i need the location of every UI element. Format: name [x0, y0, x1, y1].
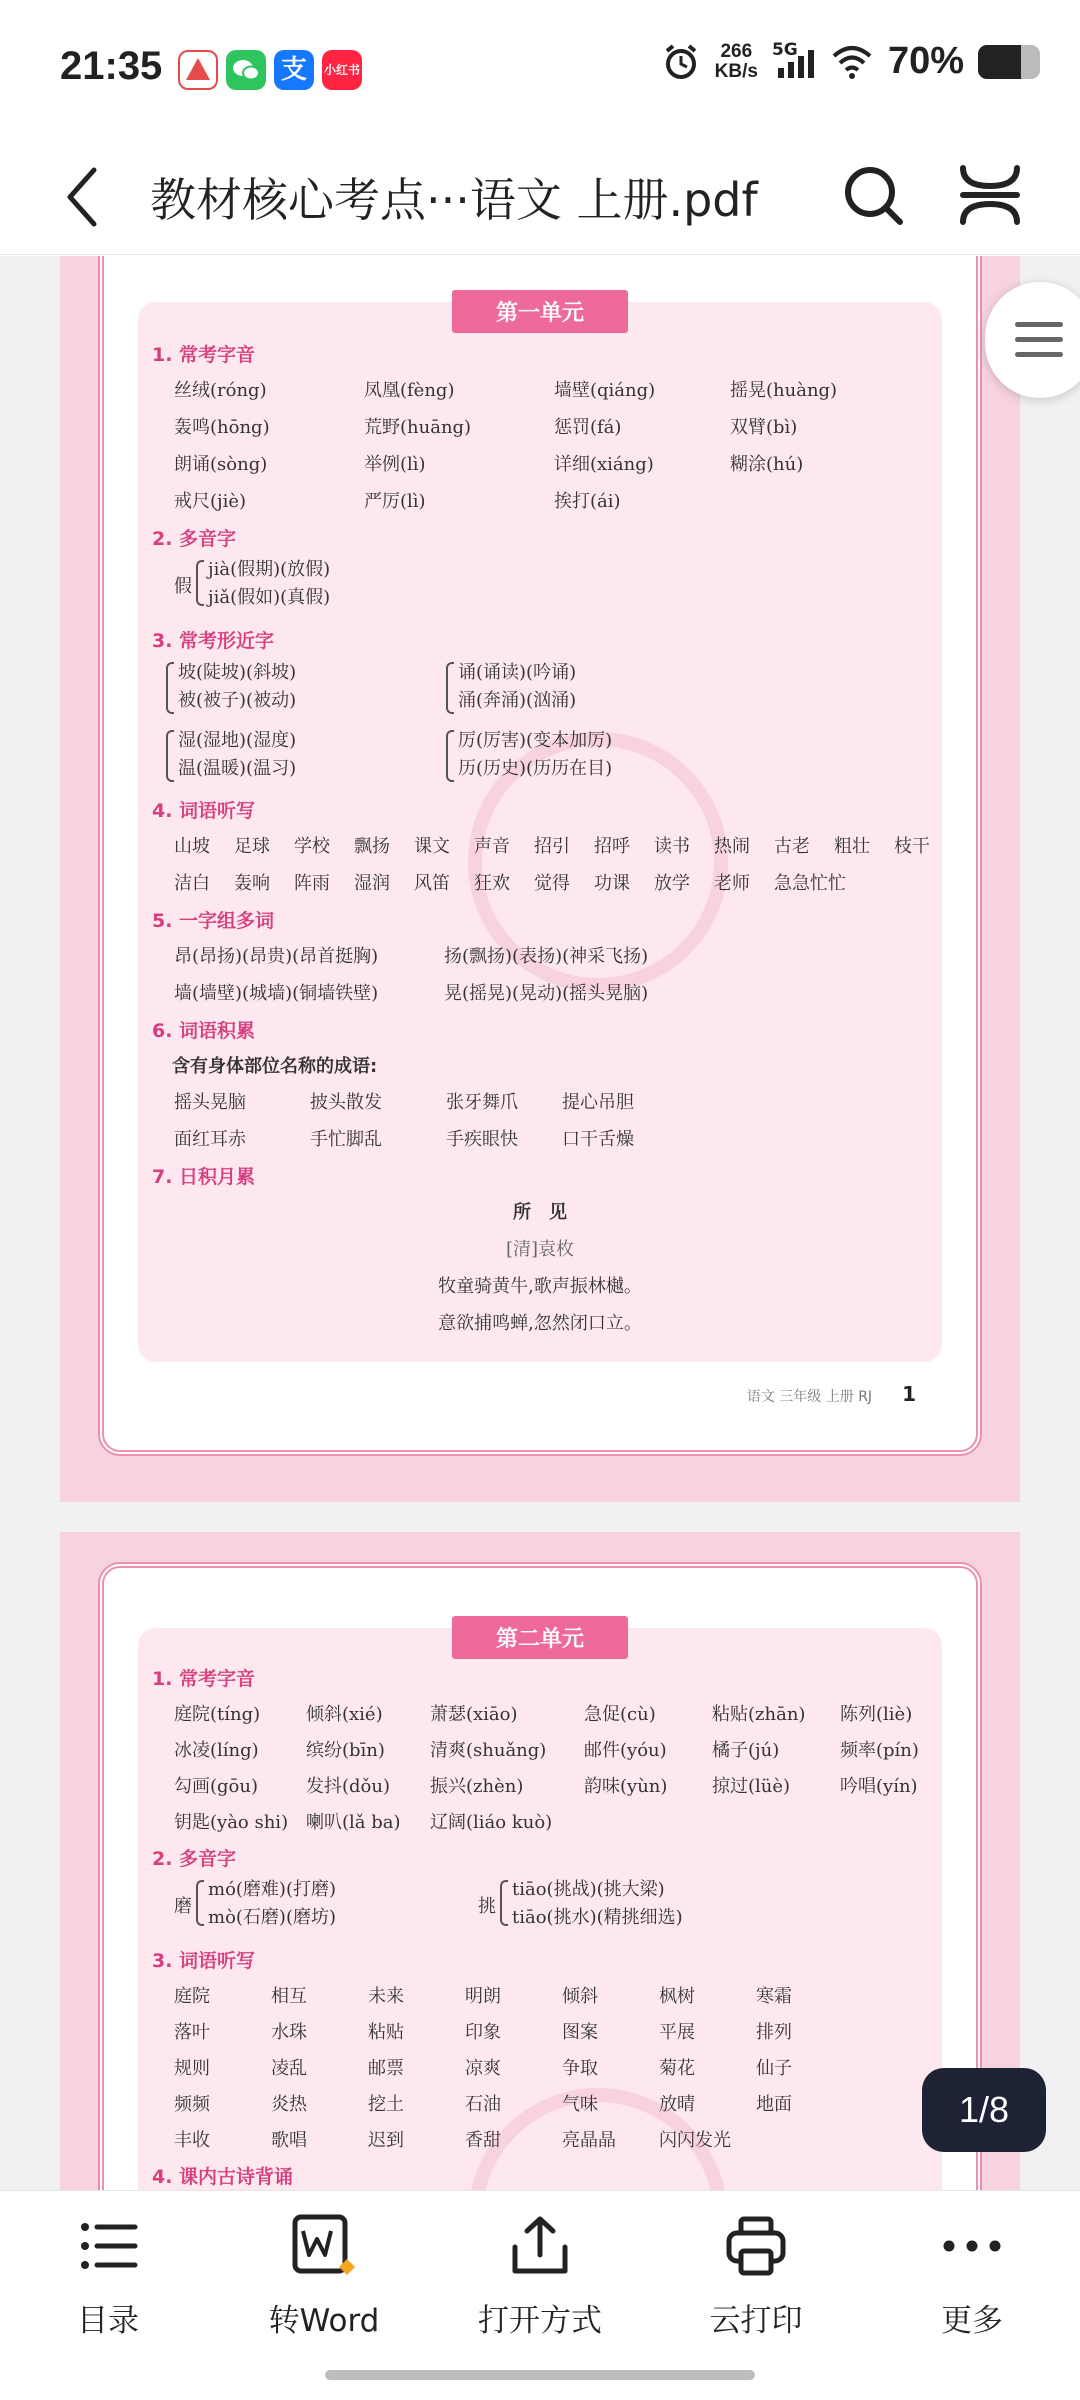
- section-heading: 1. 常考字音: [152, 344, 256, 366]
- similar-char-item: 诵(诵读)(吟诵): [458, 662, 577, 683]
- idiom: 披头散发: [310, 1092, 382, 1113]
- pron-item: 勾画(gōu): [174, 1776, 258, 1797]
- dictation-word: 香甜: [465, 2130, 501, 2151]
- polyphone-char: 假: [174, 576, 192, 597]
- share-icon: [505, 2211, 575, 2281]
- poem-line: 意欲捕鸣蝉,忽然闭口立。: [438, 1313, 642, 1334]
- battery-percent: 70%: [887, 40, 964, 82]
- page-indicator[interactable]: 1/8: [922, 2068, 1046, 2152]
- brace: [166, 662, 174, 714]
- open-with-label: 打开方式: [478, 2303, 602, 2339]
- dictation-word: 山坡: [174, 836, 210, 857]
- unit-title: 第二单元: [452, 1616, 628, 1659]
- alipay-icon: 支: [274, 50, 314, 90]
- dictation-word: 声音: [474, 836, 510, 857]
- similar-char-item: 温(温暖)(温习): [178, 758, 297, 779]
- page-number: 1: [902, 1382, 916, 1406]
- dictation-word: 风笛: [414, 873, 450, 894]
- dictation-word: 规则: [174, 2058, 210, 2079]
- pron-item: 庭院(tíng): [174, 1704, 261, 1725]
- pron-item: 挨打(ái): [554, 491, 621, 512]
- bottom-toolbar: [0, 2190, 1080, 2400]
- status-time: 21:35: [60, 44, 163, 88]
- pron-item: 缤纷(bīn): [306, 1740, 385, 1761]
- more-icon: [937, 2211, 1007, 2281]
- dictation-word: 地面: [756, 2094, 792, 2115]
- pron-item: 发抖(dǒu): [306, 1776, 390, 1797]
- dictation-word: 平展: [659, 2022, 695, 2043]
- section-heading: 3. 词语听写: [152, 1950, 256, 1972]
- dictation-word: 仙子: [756, 2058, 792, 2079]
- dictation-word: 图案: [562, 2022, 598, 2043]
- dictation-word: 菊花: [659, 2058, 695, 2079]
- page-footer: 语文 三年级 上册 RJ 1: [746, 1382, 916, 1406]
- to-word-button[interactable]: [239, 2211, 409, 2340]
- similar-char-item: 历(历史)(历历在目): [458, 758, 613, 779]
- section-heading: 2. 多音字: [152, 1848, 237, 1870]
- home-indicator[interactable]: [325, 2370, 755, 2380]
- back-icon[interactable]: [62, 164, 102, 230]
- dictation-word: 粘贴: [368, 2022, 404, 2043]
- dictation-word: 湿润: [354, 873, 390, 894]
- dictation-word: 狂欢: [474, 873, 510, 894]
- pron-item: 急促(cù): [584, 1704, 656, 1725]
- pron-item: 振兴(zhèn): [430, 1776, 524, 1797]
- pron-item: 钥匙(yào shi): [174, 1812, 289, 1833]
- similar-char-item: 湿(湿地)(湿度): [178, 730, 297, 751]
- word-group-item: 昂(昂扬)(昂贵)(昂首挺胸): [174, 946, 379, 967]
- dictation-word: 老师: [714, 873, 750, 894]
- dictation-word: 枫树: [659, 1986, 695, 2007]
- dictation-word: 水珠: [271, 2022, 307, 2043]
- pron-item: 墙壁(qiáng): [554, 380, 656, 401]
- pron-item: 冰凌(líng): [174, 1740, 259, 1761]
- polyphone-char: 磨: [174, 1896, 192, 1917]
- pron-item: 丝绒(róng): [174, 380, 267, 401]
- dictation-word: 放晴: [659, 2094, 695, 2115]
- to-word-icon: [289, 2211, 359, 2281]
- idiom: 张牙舞爪: [446, 1092, 518, 1113]
- dictation-word: 功课: [594, 873, 630, 894]
- unit-title: 第一单元: [452, 290, 628, 333]
- dictation-word: 轰响: [234, 873, 270, 894]
- poem-author: [清]袁枚: [505, 1239, 575, 1260]
- to-word-label: 转Word: [268, 2303, 380, 2339]
- pron-item: 倾斜(xié): [306, 1704, 383, 1725]
- dictation-word: 相互: [271, 1986, 307, 2007]
- brace: [196, 1880, 204, 1926]
- battery-icon: [978, 45, 1040, 79]
- dictation-word: 读书: [654, 836, 690, 857]
- pron-item: 掠过(lüè): [712, 1776, 791, 1797]
- idiom: 口干舌燥: [562, 1129, 634, 1150]
- dictation-word: 枝干: [894, 836, 930, 857]
- pron-item: 双臂(bì): [730, 417, 798, 438]
- pron-item: 邮件(yóu): [584, 1740, 667, 1761]
- dictation-word: 炎热: [271, 2094, 307, 2115]
- dictation-word: 招引: [534, 836, 570, 857]
- open-with-button[interactable]: [455, 2211, 625, 2340]
- dictation-word: 亮晶晶: [562, 2130, 616, 2151]
- pdf-viewer[interactable]: [0, 256, 1080, 2190]
- page-content: [138, 302, 942, 1362]
- pron-item: 萧瑟(xiāo): [430, 1704, 518, 1725]
- page-frame: [98, 1562, 982, 2190]
- brace: [500, 1880, 508, 1926]
- polyphone-item: tiāo(挑战)(挑大梁): [512, 1879, 665, 1900]
- pron-item: 韵味(yùn): [584, 1776, 668, 1797]
- dictation-word: 粗壮: [834, 836, 870, 857]
- dictation-word: 招呼: [594, 836, 630, 857]
- similar-char-item: 坡(陡坡)(斜坡): [178, 662, 297, 683]
- more-label: 更多: [941, 2303, 1003, 2339]
- dictation-word: 排列: [756, 2022, 792, 2043]
- polyphone-item: jiǎ(假如)(真假): [208, 587, 331, 608]
- app-notification-icon-1: [178, 50, 218, 90]
- idiom: 面红耳赤: [174, 1129, 246, 1150]
- pdf-page-1: [60, 256, 1020, 1502]
- pron-item: 严厉(lì): [364, 491, 426, 512]
- dictation-word: 挖土: [368, 2094, 404, 2115]
- alarm-icon: [661, 42, 701, 82]
- dictation-word: 倾斜: [562, 1986, 598, 2007]
- dictation-word: 急急忙忙: [774, 873, 846, 894]
- dictation-word: 古老: [774, 836, 810, 857]
- dictation-word: 气味: [562, 2094, 598, 2115]
- dictation-word: 飘扬: [354, 836, 390, 857]
- dictation-word: 歌唱: [271, 2130, 307, 2151]
- dictation-word: 庭院: [174, 1986, 210, 2007]
- pron-item: 朗诵(sòng): [174, 454, 268, 475]
- pron-item: 轰鸣(hōng): [174, 417, 270, 438]
- printer-icon: [721, 2211, 791, 2281]
- dictation-word: 邮票: [368, 2058, 404, 2079]
- similar-char-item: 厉(厉害)(变本加厉): [458, 730, 613, 751]
- dictation-word: 热闹: [714, 836, 750, 857]
- net-speed: 266 KB/s: [714, 40, 758, 82]
- pron-item: 清爽(shuǎng): [430, 1740, 547, 1761]
- dictation-word: 放学: [654, 873, 690, 894]
- pdf-page-2: [60, 1532, 1020, 2190]
- poem-line: 牧童骑黄牛,歌声振林樾。: [438, 1276, 642, 1297]
- xiaohongshu-icon: 小红书: [322, 50, 362, 90]
- polyphone-item: mò(石磨)(磨坊): [208, 1907, 336, 1928]
- cloud-print-label: 云打印: [709, 2303, 803, 2339]
- similar-char-item: 涌(奔涌)(汹涌): [458, 690, 577, 711]
- idiom: 提心吊胆: [562, 1092, 634, 1113]
- wechat-icon: [226, 50, 266, 90]
- word-group-item: 晃(摇晃)(晃动)(摇头晃脑): [444, 983, 649, 1004]
- section-heading: 3. 常考形近字: [152, 630, 275, 652]
- dictation-word: 足球: [234, 836, 270, 857]
- polyphone-item: jià(假期)(放假): [208, 559, 331, 580]
- pron-item: 摇晃(huàng): [730, 380, 838, 401]
- pron-item: 凤凰(fèng): [364, 380, 455, 401]
- list-icon: [73, 2211, 143, 2281]
- dictation-word: 落叶: [174, 2022, 210, 2043]
- pron-item: 陈列(liè): [840, 1704, 913, 1725]
- pron-item: 举例(lì): [364, 454, 426, 475]
- pron-item: 频率(pín): [840, 1740, 919, 1761]
- dictation-word: 争取: [562, 2058, 598, 2079]
- dictation-word: 未来: [368, 1986, 404, 2007]
- toc-button[interactable]: [23, 2211, 193, 2340]
- title-bar: [0, 140, 1080, 255]
- document-title: 教材核心考点···语文 上册.pdf: [150, 173, 758, 227]
- polyphone-item: tiāo(挑水)(精挑细选): [512, 1907, 683, 1928]
- section-heading: 7. 日积月累: [152, 1166, 256, 1188]
- brace: [446, 662, 454, 714]
- dictation-word: 洁白: [174, 873, 210, 894]
- brace: [196, 560, 204, 606]
- word-group-item: 墙(墙壁)(城墙)(铜墙铁壁): [174, 983, 379, 1004]
- polyphone-char: 挑: [478, 1896, 496, 1917]
- status-bar: [0, 0, 1080, 140]
- poem-title: 所 见: [513, 1202, 567, 1223]
- pron-item: 荒野(huāng): [364, 417, 472, 438]
- section-heading: 1. 常考字音: [152, 1668, 256, 1690]
- dictation-word: 明朗: [465, 1986, 501, 2007]
- section-heading: 4. 词语听写: [152, 800, 256, 822]
- similar-char-item: 被(被子)(被动): [178, 690, 297, 711]
- dictation-word: 迟到: [368, 2130, 404, 2151]
- pron-item: 糊涂(hú): [730, 454, 804, 475]
- more-button[interactable]: [887, 2211, 1057, 2340]
- section-heading: 6. 词语积累: [152, 1020, 256, 1042]
- section-heading: 4. 课内古诗背诵: [152, 2166, 294, 2188]
- dictation-word: 印象: [465, 2022, 501, 2043]
- brace: [446, 730, 454, 782]
- pron-item: 橘子(jú): [712, 1740, 780, 1761]
- dictation-word: 觉得: [534, 873, 570, 894]
- dictation-word: 凌乱: [271, 2058, 307, 2079]
- dictation-word: 石油: [465, 2094, 501, 2115]
- wifi-icon: [830, 44, 874, 80]
- page-content: [138, 1628, 942, 2190]
- pron-item: 惩罚(fá): [554, 417, 622, 438]
- pron-item: 粘贴(zhān): [712, 1704, 806, 1725]
- section-heading: 5. 一字组多词: [152, 910, 275, 932]
- pron-item: 戒尺(jiè): [174, 491, 247, 512]
- side-menu-button[interactable]: [985, 282, 1080, 398]
- section-heading: 2. 多音字: [152, 528, 237, 550]
- idiom: 摇头晃脑: [174, 1092, 246, 1113]
- signal-icon: 5G: [772, 44, 816, 80]
- dictation-word: 寒霜: [756, 1986, 792, 2007]
- dictation-word: 频频: [174, 2094, 210, 2115]
- search-icon[interactable]: [838, 160, 908, 230]
- word-group-item: 扬(飘扬)(表扬)(神采飞扬): [444, 946, 649, 967]
- dictation-word: 闪闪发光: [659, 2130, 731, 2151]
- pron-item: 辽阔(liáo kuò): [430, 1812, 553, 1833]
- pron-item: 详细(xiáng): [554, 454, 654, 475]
- collapse-icon[interactable]: [955, 160, 1025, 230]
- dictation-word: 学校: [294, 836, 330, 857]
- idiom: 手忙脚乱: [310, 1129, 382, 1150]
- idiom: 手疾眼快: [446, 1129, 518, 1150]
- toc-label: 目录: [77, 2303, 139, 2339]
- dictation-word: 凉爽: [465, 2058, 501, 2079]
- brace: [166, 730, 174, 782]
- dictation-word: 课文: [414, 836, 450, 857]
- subheading: 含有身体部位名称的成语:: [172, 1056, 378, 1077]
- page-frame: [98, 256, 982, 1456]
- dictation-word: 阵雨: [294, 873, 330, 894]
- pron-item: 吟唱(yín): [840, 1776, 918, 1797]
- cloud-print-button[interactable]: [671, 2211, 841, 2340]
- pron-item: 喇叭(lǎ ba): [306, 1812, 401, 1833]
- polyphone-item: mó(磨难)(打磨): [208, 1879, 336, 1900]
- dictation-word: 丰收: [174, 2130, 210, 2151]
